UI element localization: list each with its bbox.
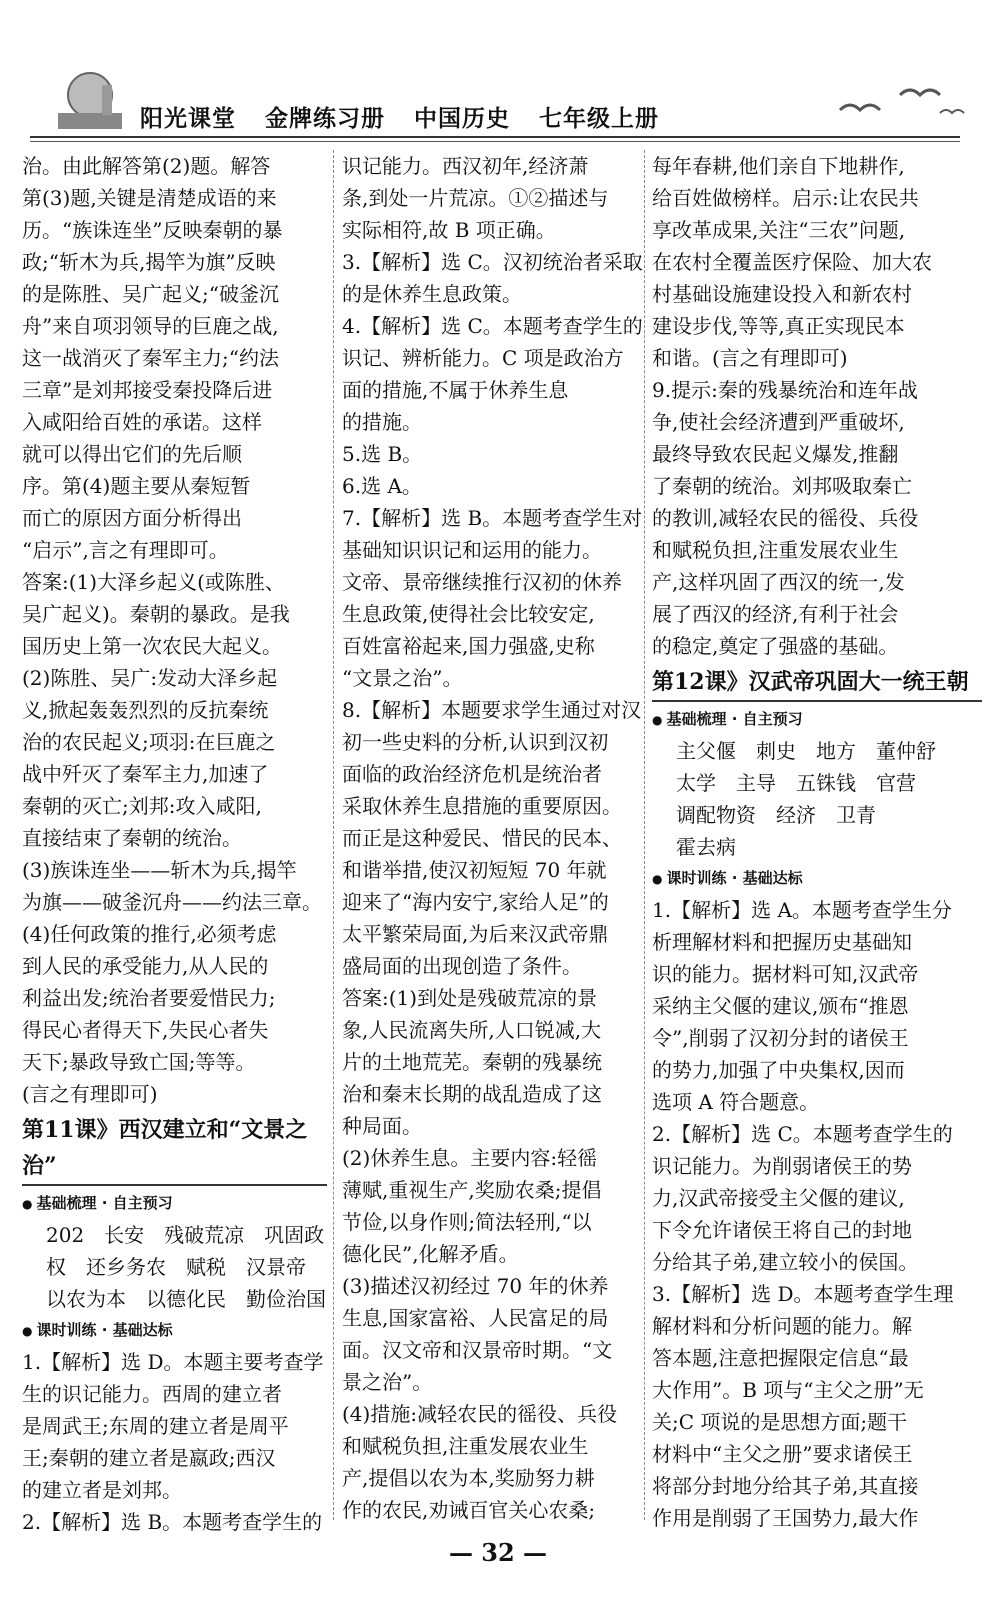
text-line: 三章”是刘邦接受秦投降后进: [22, 378, 273, 402]
text-line: 材料中“主父之册”要求诸侯王: [652, 1442, 913, 1466]
text-line: (3)族诛连坐——斩木为兵,揭竿: [22, 858, 297, 882]
header-rule: [30, 136, 960, 138]
text-line: 8.【解析】本题要求学生通过对汉: [342, 698, 642, 722]
column-middle: [342, 150, 643, 1526]
keyword-line: 主父偃 刺史 地方 董仲舒: [676, 739, 936, 763]
text-line: 7.【解析】选 B。本题考查学生对: [342, 506, 643, 530]
section-subheading: ● 课时训练 · 基础达标: [22, 1315, 327, 1346]
text-line: 盛局面的出现创造了条件。: [342, 954, 582, 978]
keyword-line: 太学 主导 五铢钱 官营: [676, 771, 916, 795]
text-line: 选项 A 符合题意。: [652, 1090, 820, 1114]
lesson-11-heading: [22, 1112, 327, 1186]
text-line: 治。由此解答第(2)题。解答: [22, 154, 271, 178]
text-line: 作的农民,劝诫百官关心农桑;: [342, 1498, 596, 1522]
text-line: 条,到处一片荒凉。①②描述与: [342, 186, 609, 210]
text-line: 答案:(1)大泽乡起义(或陈胜、: [22, 570, 285, 594]
text-line: 第(3)题,关键是清楚成语的来: [22, 186, 277, 210]
text-line: 给百姓做榜样。启示:让农民共: [652, 186, 919, 210]
text-line: 初一些史料的分析,认识到汉初: [342, 730, 609, 754]
header-subject: 中国历史: [414, 105, 511, 132]
text-line: 王;秦朝的建立者是嬴政;西汉: [22, 1446, 276, 1470]
text-line: 生息,国家富裕、人民富足的局: [342, 1306, 609, 1330]
text-line: 而正是这种爱民、惜民的民本、: [342, 826, 622, 850]
text-line: 实际相符,故 B 项正确。: [342, 218, 556, 242]
text-line: (3)描述汉初经过 70 年的休养: [342, 1274, 609, 1298]
text-line: 的教训,减轻农民的徭役、兵役: [652, 506, 919, 530]
text-line: 6.选 A。: [342, 474, 422, 498]
text-line: 关;C 项说的是思想方面;题干: [652, 1410, 908, 1434]
text-line: 2.【解析】选 C。本题考查学生的: [652, 1122, 953, 1146]
keyword-line: 霍去病: [676, 835, 736, 859]
header-rule-thin: [30, 141, 960, 142]
text-line: 2.【解析】选 B。本题考查学生的: [22, 1510, 323, 1534]
text-line: “文景之治”。: [342, 666, 463, 690]
text-line: 1.【解析】选 A。本题考查学生分: [652, 898, 952, 922]
text-line: 析理解材料和把握历史基础知: [652, 930, 912, 954]
text-line: 了秦朝的统治。刘邦吸取秦亡: [652, 474, 912, 498]
answer-text-block: [22, 150, 327, 1110]
keyword-line: 202 长安 残破荒凉 巩固政: [46, 1223, 325, 1247]
text-line: 政;“斩木为兵,揭竿为旗”反映: [22, 250, 276, 274]
answer-text-block: [342, 150, 643, 1526]
text-line: 产,这样巩固了西汉的统一,发: [652, 570, 905, 594]
text-line: 历。“族诛连坐”反映秦朝的暴: [22, 218, 283, 242]
text-line: 作用是削弱了王国势力,最大作: [652, 1506, 919, 1530]
text-line: 薄赋,重视生产,奖励农桑;提倡: [342, 1178, 602, 1202]
text-line: (言之有理即可): [22, 1082, 158, 1106]
text-line: 百姓富裕起来,国力强盛,史称: [342, 634, 595, 658]
text-line: 象,人民流离失所,人口锐减,大: [342, 1018, 602, 1042]
text-line: 德化民”,化解矛盾。: [342, 1242, 519, 1266]
text-line: (4)任何政策的推行,必须考虑: [22, 922, 277, 946]
text-line: 3.【解析】选 C。汉初统治者采取: [342, 250, 643, 274]
text-line: 这一战消灭了秦军主力;“约法: [22, 346, 279, 370]
text-line: 大作用”。B 项与“主父之册”无: [652, 1378, 924, 1402]
text-line: 义,掀起轰轰烈烈的反抗秦统: [22, 698, 269, 722]
text-line: 的建立者是刘邦。: [22, 1478, 182, 1502]
text-line: 产,提倡以农为本,奖励努力耕: [342, 1466, 595, 1490]
text-line: 面。汉文帝和汉景帝时期。“文: [342, 1338, 613, 1362]
text-line: 面临的政治经济危机是统治者: [342, 762, 602, 786]
column-right: [652, 150, 982, 1534]
text-line: 就可以得出它们的先后顺: [22, 442, 242, 466]
text-line: 采取休养生息措施的重要原因。: [342, 794, 622, 818]
text-line: 为旗——破釜沉舟——约法三章。: [22, 890, 322, 914]
text-line: 的势力,加强了中央集权,因而: [652, 1058, 905, 1082]
text-line: 入咸阳给百姓的承诺。这样: [22, 410, 262, 434]
text-line: 和谐举措,使汉初短短 70 年就: [342, 858, 607, 882]
column-divider: [333, 150, 334, 1520]
text-line: 将部分封地分给其子弟,其直接: [652, 1474, 919, 1498]
text-line: 4.【解析】选 C。本题考查学生的: [342, 314, 643, 338]
text-line: 舟”来自项羽领导的巨鹿之战,: [22, 314, 279, 338]
text-line: 和赋税负担,注重发展农业生: [342, 1434, 589, 1458]
text-line: 解材料和分析问题的能力。解: [652, 1314, 912, 1338]
lesson-11-title: 第11课》西汉建立和“文景之: [22, 1117, 308, 1143]
text-line: 天下;暴政导致亡国;等等。: [22, 1050, 256, 1074]
text-line: 太平繁荣局面,为后来汉武帝鼎: [342, 922, 609, 946]
text-line: 生息政策,使得社会比较安定,: [342, 602, 595, 626]
answer-text-block: [652, 150, 982, 662]
text-line: 迎来了“海内安宁,家给人足”的: [342, 890, 609, 914]
text-line: 每年春耕,他们亲自下地耕作,: [652, 154, 905, 178]
column-divider: [644, 150, 645, 1520]
text-line: 片的土地荒芜。秦朝的残暴统: [342, 1050, 602, 1074]
logo-icon: [50, 55, 130, 135]
text-line: 面的措施,不属于休养生息: [342, 378, 569, 402]
text-line: 是周武王;东周的建立者是周平: [22, 1414, 289, 1438]
text-line: 识的能力。据材料可知,汉武帝: [652, 962, 919, 986]
text-line: 序。第(4)题主要从秦短暂: [22, 474, 251, 498]
text-line: 识记、辨析能力。C 项是政治方: [342, 346, 624, 370]
text-line: 建设步伐,等等,真正实现民本: [652, 314, 905, 338]
text-line: 而亡的原因方面分析得出: [22, 506, 242, 530]
text-line: 争,使社会经济遭到严重破坏,: [652, 410, 905, 434]
text-line: 1.【解析】选 D。本题主要考查学: [22, 1350, 324, 1374]
text-line: 9.提示:秦的残暴统治和连年战: [652, 378, 918, 402]
lesson-12-heading: 第12课》汉武帝巩固大一统王朝: [652, 664, 982, 702]
section-subheading: ● 课时训练 · 基础达标: [652, 863, 982, 894]
text-line: 和谐。(言之有理即可): [652, 346, 848, 370]
section-subheading: ● 基础梳理 · 自主预习: [652, 704, 982, 735]
text-line: 令”,削弱了汉初分封的诸侯王: [652, 1026, 909, 1050]
header-book: 金牌练习册: [265, 105, 386, 132]
text-line: 的稳定,奠定了强盛的基础。: [652, 634, 899, 658]
text-line: 答案:(1)到处是残破荒凉的景: [342, 986, 598, 1010]
keyword-line: 以农为本 以德化民 勤俭治国: [46, 1287, 326, 1311]
text-line: 力,汉武帝接受主父偃的建议,: [652, 1186, 905, 1210]
text-line: (2)陈胜、吴广:发动大泽乡起: [22, 666, 278, 690]
text-line: 治的农民起义;项羽:在巨鹿之: [22, 730, 276, 754]
text-line: 的是陈胜、吴广起义;“破釜沉: [22, 282, 279, 306]
section-subheading: ● 基础梳理 · 自主预习: [22, 1188, 327, 1219]
keyword-line: 调配物资 经济 卫青: [676, 803, 876, 827]
text-line: 分给其子弟,建立较小的侯国。: [652, 1250, 919, 1274]
text-line: 战中歼灭了秦军主力,加速了: [22, 762, 269, 786]
text-line: 景之治”。: [342, 1370, 433, 1394]
column-left: [22, 150, 327, 1538]
header-title: [140, 100, 679, 133]
text-line: 识记能力。西汉初年,经济萧: [342, 154, 589, 178]
text-line: 直接结束了秦朝的统治。: [22, 826, 242, 850]
text-line: 国历史上第一次农民大起义。: [22, 634, 282, 658]
text-line: 答本题,注意把握限定信息“最: [652, 1346, 909, 1370]
text-line: 采纳主父偃的建议,颁布“推恩: [652, 994, 909, 1018]
answer-text-block: [652, 894, 982, 1534]
text-line: 基础知识识记和运用的能力。: [342, 538, 602, 562]
text-line: 到人民的承受能力,从人民的: [22, 954, 269, 978]
keyword-line: 权 还乡务农 赋税 汉景帝: [46, 1255, 306, 1279]
text-line: 村基础设施建设投入和新农村: [652, 282, 912, 306]
text-line: 种局面。: [342, 1114, 422, 1138]
text-line: 在农村全覆盖医疗保险、加大农: [652, 250, 932, 274]
text-line: 3.【解析】选 D。本题考查学生理: [652, 1282, 954, 1306]
text-line: 和赋税负担,注重发展农业生: [652, 538, 899, 562]
page-header: [0, 0, 996, 150]
text-line: 享改革成果,关注“三农”问题,: [652, 218, 906, 242]
header-grade: 七年级上册: [539, 105, 660, 132]
text-line: 的措施。: [342, 410, 422, 434]
text-line: 治和秦末长期的战乱造成了这: [342, 1082, 602, 1106]
text-line: 最终导致农民起义爆发,推翻: [652, 442, 899, 466]
text-line: 生的识记能力。西周的建立者: [22, 1382, 282, 1406]
text-line: 吴广起义)。秦朝的暴政。是我: [22, 602, 290, 626]
text-line: 识记能力。为削弱诸侯王的势: [652, 1154, 912, 1178]
text-line: (2)休养生息。主要内容:轻徭: [342, 1146, 598, 1170]
text-line: “启示”,言之有理即可。: [22, 538, 229, 562]
header-series: 阳光课堂: [140, 105, 236, 132]
text-line: 秦朝的灭亡;刘邦:攻入咸阳,: [22, 794, 262, 818]
birds-icon: [830, 75, 970, 125]
page-number: — 32 —: [448, 1538, 548, 1567]
text-line: 展了西汉的经济,有利于社会: [652, 602, 899, 626]
text-line: 5.选 B。: [342, 442, 423, 466]
text-line: 节俭,以身作则;简法轻刑,“以: [342, 1210, 592, 1234]
text-line: 下令允许诸侯王将自己的封地: [652, 1218, 912, 1242]
text-line: 的是休养生息政策。: [342, 282, 522, 306]
lesson-11-title-cont: 治”: [22, 1153, 57, 1179]
text-line: 文帝、景帝继续推行汉初的休养: [342, 570, 622, 594]
text-line: 得民心者得天下,失民心者失: [22, 1018, 269, 1042]
text-line: 利益出发;统治者要爱惜民力;: [22, 986, 276, 1010]
text-line: (4)措施:减轻农民的徭役、兵役: [342, 1402, 618, 1426]
